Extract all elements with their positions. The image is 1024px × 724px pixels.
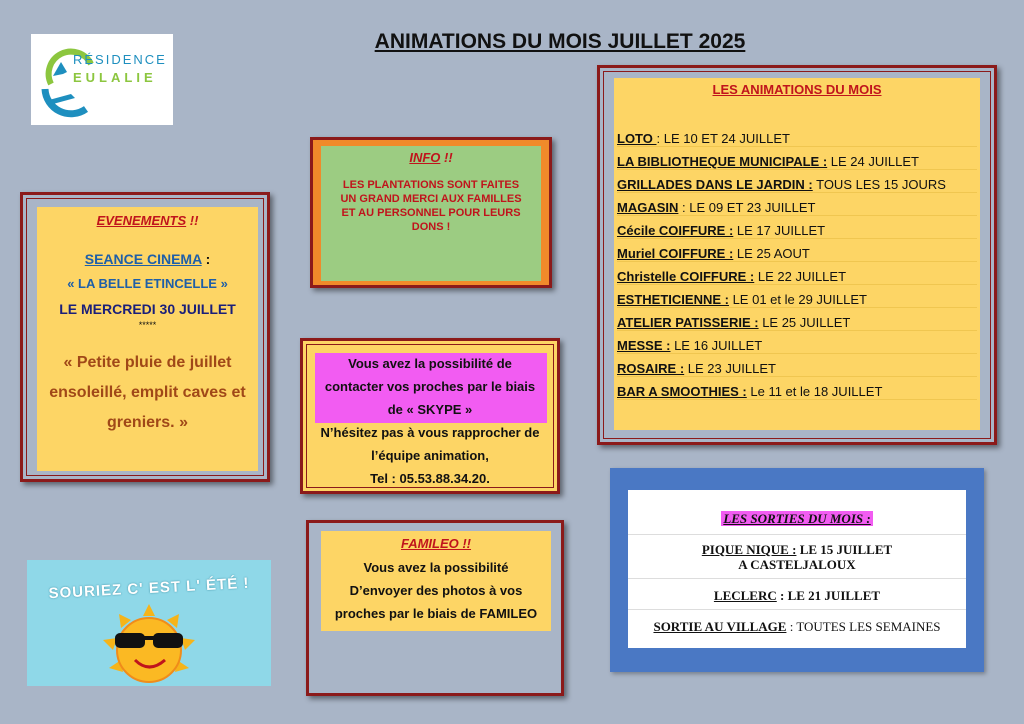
quote-line3: greniers. »	[107, 414, 188, 431]
sun-caption: SOURIEZ C' EST L' ÉTÉ !	[48, 574, 250, 603]
events-heading: EVENEMENTS	[96, 213, 187, 228]
animation-date: LE 24 JUILLET	[827, 154, 919, 169]
cinema-date: LE MERCREDI 30 JUILLET	[59, 301, 236, 317]
animation-label: ROSAIRE :	[617, 361, 685, 376]
animation-label: ATELIER PATISSERIE :	[617, 315, 759, 330]
quote-line2: ensoleillé, emplit caves et	[49, 384, 246, 401]
outings-box	[610, 468, 984, 672]
animation-row	[617, 177, 977, 193]
animation-row	[617, 315, 977, 331]
skype-line5: l’équipe animation,	[371, 448, 489, 463]
animation-label: MESSE :	[617, 338, 671, 353]
animation-label: LOTO	[617, 131, 657, 146]
outing1-place: A CASTELJALOUX	[738, 557, 856, 572]
quote-line1: « Petite pluie de juillet	[63, 354, 232, 371]
skype-line3: de « SKYPE »	[387, 402, 473, 417]
outings-panel	[628, 490, 966, 648]
info-line4: DONS !	[411, 221, 451, 233]
animation-row	[617, 131, 977, 147]
events-box	[20, 192, 270, 482]
outing3-value: : TOUTES LES SEMAINES	[786, 619, 941, 634]
animations-panel	[614, 78, 980, 430]
skype-line1: Vous avez la possibilité de	[348, 356, 512, 371]
skype-box	[300, 338, 560, 494]
animation-row	[617, 269, 977, 285]
animation-label: GRILLADES DANS LE JARDIN :	[617, 177, 813, 192]
famileo-panel	[321, 531, 551, 631]
animation-date: LE 01 et le 29 JUILLET	[728, 292, 867, 307]
info-box	[310, 137, 552, 288]
film-title: « LA BELLE ETINCELLE »	[67, 276, 228, 291]
animation-label: Cécile COIFFURE :	[617, 223, 734, 238]
animation-date: LE 17 JUILLET	[733, 223, 826, 238]
animation-row	[617, 338, 977, 354]
skype-line4: N’hésitez pas à vous rapprocher de	[320, 425, 540, 440]
outing3-label: SORTIE AU VILLAGE	[653, 619, 787, 634]
info-line1: LES PLANTATIONS SONT FAITES	[342, 179, 520, 191]
animation-label: LA BIBLIOTHEQUE MUNICIPALE :	[617, 154, 828, 169]
info-line3: ET AU PERSONNEL POUR LEURS	[341, 207, 521, 219]
cinema-label: SEANCE CINEMA	[84, 251, 202, 267]
animation-row	[617, 154, 977, 170]
info-panel: INFO !! LES PLANTATIONS SONT FAITES UN GRAND MERCI AUX FAMILLES ET AU PERSONNEL POUR LEURS DONS !	[321, 146, 541, 281]
animation-row	[617, 292, 977, 308]
animation-row	[617, 246, 977, 262]
animation-label: BAR A SMOOTHIES :	[617, 384, 747, 399]
outing2-label: LECLERC	[713, 588, 777, 603]
animations-box	[597, 65, 997, 445]
animation-date: LE 25 JUILLET	[758, 315, 851, 330]
animation-row	[617, 200, 977, 216]
animation-row	[617, 384, 977, 400]
summer-sun-card	[27, 560, 271, 686]
animation-date: LE 22 JUILLET	[754, 269, 847, 284]
residence-logo	[31, 34, 173, 125]
animation-label: Christelle COIFFURE :	[617, 269, 755, 284]
skype-line2: contacter vos proches par le biais	[324, 379, 536, 394]
info-line2: UN GRAND MERCI AUX FAMILLES	[340, 193, 522, 205]
info-heading: INFO	[409, 150, 441, 165]
famileo-heading: FAMILEO !!	[400, 536, 472, 551]
famileo-line3: proches par le biais de FAMILEO	[334, 606, 538, 621]
skype-phone: Tel : 05.53.88.34.20.	[370, 471, 490, 486]
animation-date: LE 16 JUILLET	[670, 338, 763, 353]
animation-date: : LE 09 ET 23 JUILLET	[678, 200, 816, 215]
animation-row	[617, 361, 977, 377]
famileo-line1: Vous avez la possibilité	[363, 560, 509, 575]
animation-date: Le 11 et le 18 JUILLET	[746, 384, 883, 399]
outings-heading: LES SORTIES DU MOIS :	[723, 511, 871, 526]
animation-date: TOUS LES 15 JOURS	[812, 177, 946, 192]
page-title: ANIMATIONS DU MOIS JUILLET 2025	[374, 30, 746, 53]
animation-date: LE 25 AOUT	[733, 246, 810, 261]
logo-line2: EULALIE	[73, 70, 157, 85]
animations-heading: LES ANIMATIONS DU MOIS	[712, 82, 882, 97]
animation-date: LE 23 JUILLET	[684, 361, 776, 376]
famileo-line2: D’envoyer des photos à vos	[349, 583, 523, 598]
animation-row	[617, 223, 977, 239]
famileo-box	[306, 520, 564, 696]
logo-line1: RÉSIDENCE	[73, 52, 167, 67]
animation-label: MAGASIN	[617, 200, 679, 215]
outing1-label: PIQUE NIQUE :	[701, 542, 797, 557]
animation-label: ESTHETICIENNE :	[617, 292, 729, 307]
outing1-value: LE 15 JUILLET	[796, 542, 893, 557]
events-panel: EVENEMENTS !! SEANCE CINEMA : « LA BELLE ETINCELLE » LE MERCREDI 30 JUILLET ***** « Petite pluie de juillet ensoleillé, emplit caves et greniers. »	[37, 207, 258, 471]
outing2-value: : LE 21 JUILLET	[776, 588, 881, 603]
animation-label: Muriel COIFFURE :	[617, 246, 734, 261]
animation-date: : LE 10 ET 24 JUILLET	[656, 131, 790, 146]
stars-separator: *****	[138, 320, 157, 330]
